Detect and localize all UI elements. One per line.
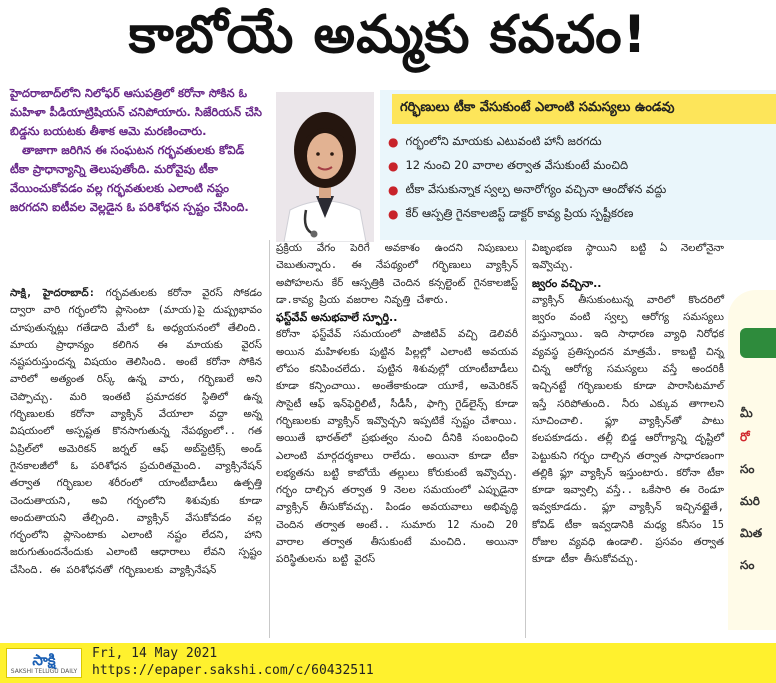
ad-banner (740, 328, 776, 358)
column-divider (525, 240, 526, 638)
intro-paragraph-1: హైదరాబాద్‌లోని నిలోఫర్ ఆసుపత్రిలో కరోనా సోకిన ఓ మహిళా పీడియాట్రిషియన్ చనిపోయారు. సిజేరియన్ చేసి బిడ్డను బయటకు తీశాక ఆమె మరణించారు. (10, 86, 262, 138)
highlights-title: గర్భిణులు టీకా వేసుకుంటే ఎలాంటి సమస్యలు ఉండవు (392, 94, 776, 124)
bullet-dot-icon: ● (388, 207, 399, 221)
headline: కాబోయే అమ్మకు కవచం! (128, 4, 648, 65)
highlight-item (388, 130, 774, 154)
bullet-dot-icon: ● (388, 159, 399, 173)
highlights-list (388, 130, 774, 226)
column-2-subheading: ఫస్ట్‌వేవ్ అనుభవాలే స్ఫూర్తి.. (276, 311, 398, 325)
side-advertisement (728, 290, 776, 630)
column-3-paragraph-1: విజృంభణ స్థాయిని బట్టి ఏ నెలలోనైనా ఇవ్వొచ్చు. (532, 242, 724, 272)
column-divider (269, 240, 270, 638)
doctor-portrait-icon (276, 92, 374, 242)
ad-text: మరి (740, 494, 760, 508)
bullet-dot-icon: ● (388, 135, 399, 149)
highlight-item (388, 154, 774, 178)
highlight-text: 12 నుంచి 20 వారాల తర్వాత వేసుకుంటే మంచిది (405, 157, 629, 172)
article-column-1 (10, 285, 262, 579)
woman-doctor-photo (276, 92, 374, 242)
bullet-dot-icon: ● (388, 183, 399, 197)
sakshi-logo (6, 648, 82, 678)
ad-text: మిత (740, 526, 763, 540)
highlight-text: గర్భంలోని మాయకు ఎటువంటి హానీ జరగదు (405, 133, 602, 148)
logo-text: సాక్షి (32, 650, 56, 669)
intro-paragraph-2: తాజాగా జరిగిన ఈ సంఘటన గర్భవతులకు కోవిడ్ టీకా ప్రాధాన్యాన్ని తెలుపుతోంది. మరోవైపు టీకా వేయించుకోవడం వల్ల గర్భవతులకు ఎలాంటి నష్టం జరగదని ఐటీవల వెల్లడైన ఓ పరిశోధన స్పష్టం చేసింది. (10, 143, 249, 214)
edition-date: Fri, 14 May 2021 (92, 646, 218, 661)
column-1-body (10, 285, 262, 579)
highlight-item (388, 202, 774, 226)
epaper-url[interactable]: https://epaper.sakshi.com/c/60432511 (92, 663, 374, 678)
column-2-paragraph-2: కరోనా ఫస్ట్‌వేవ్ సమయంలో పాజిటివ్ వచ్చి డెలివరీ అయిన మహిళలకు పుట్టిన పిల్లల్లో ఎలాంటి అవయవ లోపం కనిపించలేదు. పుట్టిన శిశువుల్లో యాంటీబాడీలు కూడా కన్పించాయి. అంతేకాకుండా యూకే, అమెరికన్ సొసైటీ ఆఫ్ ఇన్‌ఫెర్టిలిటీ, సీడీసీ, ఫాగ్సి గైడ్‌లైన్స్ కూడా గర్భిణులకు వ్యాక్సిన్ ఇవ్వొచ్చని ఇప్పటికే స్పష్టం చేశాయి. అయితే భారత్‌లో ప్రభుత్వం నుంచి దీనికి సంబంధించి ఎలాంటి మార్గదర్శకాలు రాలేదు. అయినా కూడా టీకా లభ్యతను బట్టి కాబోయే తల్లులు కోరుకుంటే ఇవ్వొచ్చు. గర్భం దాల్చిన తర్వాత 9 నెలల సమయంలో ఎప్పుడైనా వ్యాక్సిన్ తీసుకోవచ్చు. పిండం అవయవాలు అభివృద్ధి చెందిన తర్వాత అంటే.. సుమారు 12 నుంచి 20 వారాల తర్వాత తీసుకుంటే మంచిది. అయినా పరిస్థితులను బట్టి వైరస్ (276, 328, 518, 566)
article-column-3 (532, 240, 724, 569)
article-column-2 (276, 240, 518, 569)
highlight-text: కేర్ ఆస్పత్రి గైనకాలజిస్ట్ డాక్టర్ కావ్య ప్రియ స్పష్టీకరణ (405, 205, 634, 220)
column-3-paragraph-2: వ్యాక్సిన్ తీసుకుంటున్న వారిలో కొందరిలో జ్వరం వంటి స్వల్ప ఆరోగ్య సమస్యలు వస్తున్నాయి. ఇది సాధారణ వ్యాధి నిరోధక వ్యవస్థ ప్రతిస్పందన మాత్రమే. కాబట్టి చిన్న చిన్న ఆరోగ్య సమస్యలు వస్తే అందరికీ ఇచ్చినట్టే గర్భిణులకు కూడా పారాసిటమాల్ ఇస్తే సరిపోతుంది. నీరు ఎక్కువ తాగాలని సూచించాలి. ఫ్లూ వ్యాక్సిన్‌తో పాటు కలపకూడదు. తల్లీ బిడ్డ ఆరోగ్యాన్ని దృష్టిలో పెట్టుకుని గర్భం దాల్చిన తర్వాత సాధారణంగా తల్లికి ఫ్లూ వ్యాక్సిన్ ఇస్తుంటారు. కరోనా టీకా కూడా ఇవ్వాల్సి వస్తే.. ఒకేసారి ఈ రెండూ ఇవ్వకూడదు. ఫ్లూ వ్యాక్సిన్ ఇచ్చినట్టైతే, కోవిడ్ టీకా ఇవ్వడానికి మధ్య కనీసం 15 రోజుల వ్యవధి ఉండాలి. ప్రసవం తర్వాత కూడా టీకా తీసుకోవచ్చు. (532, 293, 724, 566)
logo-subtext: SAKSHI TELUGU DAILY (10, 667, 78, 675)
ad-text: రో (740, 430, 750, 444)
column-2-paragraph-1: ప్రక్రియ వేగం పెరిగే అవకాశం ఉందని నిపుణులు చెబుతున్నారు. ఈ నేపథ్యంలో గర్భిణులు వ్యాక్సిన్ అపోహలను కేర్ ఆస్పత్రికి చెందిన కన్సల్టెంట్ గైనకాలజిస్ట్ డా.కావ్య ప్రియ వజరాల నివృత్తి చేశారు. (276, 242, 518, 306)
intro-text (10, 84, 262, 217)
dateline: సాక్షి, హైదరాబాద్: (10, 287, 95, 299)
ad-text: మీ (740, 406, 753, 420)
highlight-text: టీకా వేసుకున్నాక స్వల్ప అనారోగ్యం వచ్చినా ఆందోళన వద్దు (405, 181, 667, 196)
highlight-item (388, 178, 774, 202)
column-1-text: గర్భవతులకు కరోనా వైరస్ సోకడం ద్వారా వారి గర్భంలోని ప్లాసెంటా (మాయ)పై దుష్ప్రభావం చూపుతున్నట్లు గతేడాది మేలో ఓ అధ్యయనంలో తేలింది. మాయ ప్రాధాన్యం కలిగిన ఈ మాయకు వైరస్ నష్టపరుస్తుందన్న విషయం తెలిసింది. అంటే కరోనా సోకిన వారిలో అత్యంత రిస్క్ ఉన్న వారు, గర్భిణులే అని చెప్పొచ్చు. మరి ఇంతటి ప్రమాదకర స్థితిలో ఉన్న గర్భిణులకు కరోనా వ్యాక్సిన్ వేయాలా వద్దా అన్న విషయంలో అస్పష్టత కొనసాగుతున్న నేపథ్యంలో.. గత ఏప్రిల్‌లో అమెరికన్ జర్నల్ ఆఫ్ అబ్‌స్టెట్రిక్స్ అండ్ గైనకాలజీలో ఓ పరిశోధన ప్రచురితమైంది. వ్యాక్సినేషన్ తర్వాత గర్భిణుల శరీరంలో యాంటీబాడీలు ఉత్పత్తి చెందుతాయని, అవి గర్భంలోని శిశువుకు కూడా అందుతాయని తేల్చింది. వ్యాక్సిన్ వేసుకోవడం వల్ల గర్భంలోని ప్లాసెంటాకు ఎలాంటి నష్టం లేదని, హాని జరుగుతుందనేందుకు ఎలాంటి ఆధారాలు లేవని స్పష్టం చేసింది. ఈ పరిశోధనతో గర్భిణులకు వ్యాక్సినేషన్ (10, 287, 263, 576)
ad-text: సం (740, 558, 755, 572)
ad-text: సం (740, 462, 755, 476)
column-3-subheading: జ్వరం వచ్చినా.. (532, 276, 602, 290)
